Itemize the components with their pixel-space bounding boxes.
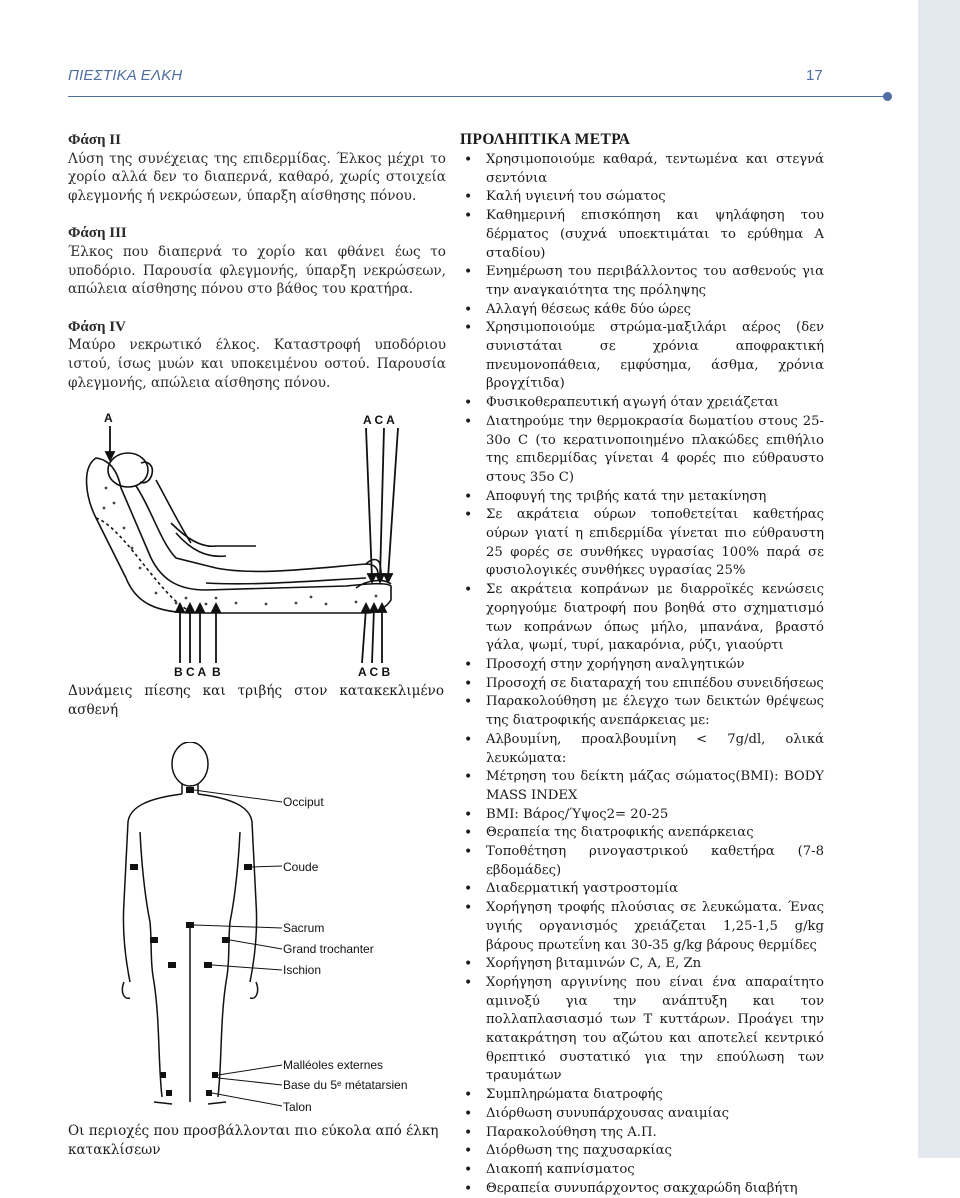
prevention-item: • Τοποθέτηση ρινογαστρικού καθετήρα (7-8 εβδομάδες) — [460, 843, 824, 880]
stage-description: Λύση της συνέχειας της επιδερμίδας. Έλκος μέχρι το χορίο αλλά δεν το διαπερνά, καθαρό, χωρίς στοιχεία φλεγμονής ή νεκρώσεων, ύπαρξη αίσθησης πόνου. — [68, 150, 446, 204]
prevention-item: • Θεραπεία συνυπάρχοντος σακχαρώδη διαβήτη — [460, 1180, 824, 1198]
prevention-item: • Θεραπεία της διατροφικής ανεπάρκειας — [460, 824, 824, 843]
prevention-item: • Χρησιμοποιούμε στρώμα-μαξιλάρι αέρος (δεν συνιστάται σε χρόνια αποφρακτική πνευμονοπάθεια, εμφύσημα, άσθμα, χρόνια βρογχίτιδα) — [460, 319, 824, 394]
prevention-item: • Διακοπή καπνίσματος — [460, 1161, 824, 1180]
prevention-item: • Προσοχή σε διαταραχή του επιπέδου συνειδήσεως — [460, 675, 824, 694]
prevention-list — [460, 151, 824, 1198]
prevention-item: • Αλβουμίνη, προαλβουμίνη < 7g/dl, ολικά λευκώματα: — [460, 731, 824, 768]
prevention-item: • Παρακολούθηση της Α.Π. — [460, 1124, 824, 1143]
prevention-item: • Διόρθωση της παχυσαρκίας — [460, 1142, 824, 1161]
header-rule — [68, 96, 887, 97]
force-labels-top-right: A C A — [363, 413, 395, 427]
stages-column — [68, 131, 446, 411]
prevention-item: • Χορήγηση αργινίνης που είναι ένα απαραίτητο αμινοξύ για την ανάπτυξη και τον πολλαπλασιασμό των Τ κυττάρων. Προάγει την κατακράτηση του αζώτου και αποτελεί κεντρικό θρεπτικό συστατικό για την επούλωση των τραυμάτων — [460, 974, 824, 1086]
stage-title: Φάση ΙV — [68, 318, 126, 335]
prevention-item: • Χορήγηση τροφής πλούσιας σε λευκώματα. Ένας υγιής οργανισμός χρειάζεται 1,25-1,5 g/kg βάρους πρωτεΐνη και 30-35 g/kg βάρους θερμίδες — [460, 899, 824, 955]
prevention-item: • Προσοχή στην χορήγηση αναλγητικών — [460, 656, 824, 675]
stage-description: Μαύρο νεκρωτικό έλκος. Καταστροφή υποδόριου ιστού, ίσως μυών και υποκειμένου οστού. Παρουσία φλεγμονής, απώλεια αίσθησης πόνου. — [68, 337, 446, 391]
prevention-item: • Αποφυγή της τριβής κατά την μετακίνηση — [460, 488, 824, 507]
prevention-item: • Καλή υγιεινή του σώματος — [460, 188, 824, 207]
prevention-column — [460, 131, 824, 1198]
stage-4 — [68, 318, 446, 392]
label-base-5e-metatarsien: Base du 5ᵉ métatarsien — [283, 1078, 408, 1092]
label-occiput: Occiput — [283, 795, 324, 809]
prevention-item: • Σε ακράτεια ούρων τοποθετείται καθετήρας ούρων γιατί η επιδερμίδα γίνεται πιο εύθραυστη 25 φορές σε συνθήκες υγρασίας 100% παρά σε φυσιολογικές συνθήκες υγρασίας 25% — [460, 506, 824, 581]
prevention-item: • Αλλαγή θέσεως κάθε δύο ώρες — [460, 301, 824, 320]
prevention-item: • Χορήγηση βιταμινών C, A, E, Zn — [460, 955, 824, 974]
stage-3 — [68, 224, 446, 298]
page-side-band — [918, 0, 960, 1158]
figure1-caption-line2: ασθενή — [68, 702, 119, 718]
stage-title: Φάση ΙΙΙ — [68, 225, 127, 242]
prevention-item: • Ενημέρωση του περιβάλλοντος του ασθενούς για την αναγκαιότητα της πρόληψης — [460, 263, 824, 300]
prevention-item: • ΒΜΙ: Βάρος/Ύψος2= 20-25 — [460, 806, 824, 825]
stage-2 — [68, 131, 446, 205]
prevention-item: • Σε ακράτεια κοπράνων με διαρροϊκές κενώσεις χορηγούμε διατροφή που βοηθά στο σχηματισμό των κοπράνων όπως μήλο, μπανάνα, βραστό γάλα, ψωμί, τυρί, μακαρόνια, ρύζι, γιαούρτι — [460, 581, 824, 656]
label-grand-trochanter: Grand trochanter — [283, 942, 374, 956]
running-title: ΠΙΕΣΤΙΚΑ ΕΛΚΗ — [68, 67, 183, 84]
reclined-patient-illustration — [66, 408, 440, 678]
force-labels-bottom-left: B C A — [174, 665, 207, 678]
label-ischion: Ischion — [283, 963, 322, 977]
prevention-item: • Διατηρούμε την θερμοκρασία δωματίου στους 25-30ο C (το κερατινοποιημένο πλακώδες επιθήλιο της επιδερμίδας γίνεται 4 φορές πιο εύθραυστο στους 35ο C) — [460, 413, 824, 488]
stage-description: Έλκος που διαπερνά το χορίο και φθάνει έως το υποδόριο. Παρουσία φλεγμονής, ύπαρξη νεκρώσεων, απώλεια αίσθησης πόνου στο βάθος του κρατήρα. — [68, 243, 446, 298]
prevention-item: • Διαδερματική γαστροστομία — [460, 880, 824, 899]
figure2-caption: Οι περιοχές που προσβάλλονται πιο εύκολα από έλκη κατακλίσεων — [68, 1123, 439, 1158]
force-label-bottom-mid: B — [212, 665, 221, 678]
prevention-item: • Φυσικοθεραπευτική αγωγή όταν χρειάζεται — [460, 394, 824, 413]
prevention-item: • Καθημερινή επισκόπηση και ψηλάφηση του δέρματος (συχνά υποεκτιμάται το ερύθημα Α σταδίου) — [460, 207, 824, 263]
force-label-top-left: A — [104, 411, 113, 425]
prevention-title: ΠΡΟΛΗΠΤΙΚΑ ΜΕΤΡΑ — [460, 131, 631, 148]
label-talon: Talon — [283, 1100, 312, 1114]
force-labels-bottom-right: A C B — [358, 665, 391, 678]
stage-title: Φάση ΙΙ — [68, 132, 121, 148]
prevention-item: • Χρησιμοποιούμε καθαρά, τεντωμένα και στεγνά σεντόνια — [460, 151, 824, 188]
figure1-caption-line1: Δυνάμεις πίεσης και τριβής στον κατακεκλιμένο — [68, 683, 444, 699]
header-dot — [883, 92, 892, 101]
prevention-item: • Διόρθωση συνυπάρχουσας αναιμίας — [460, 1105, 824, 1124]
label-coude: Coude — [283, 860, 319, 874]
page-number: 17 — [806, 67, 823, 84]
prevention-item: • Μέτρηση του δείκτη μάζας σώματος(ΒΜΙ): BODY MASS INDEX — [460, 768, 824, 805]
label-malleoles-externes: Malléoles externes — [283, 1058, 384, 1072]
prevention-item: • Συμπληρώματα διατροφής — [460, 1086, 824, 1105]
prevention-item: • Παρακολούθηση με έλεγχο των δεικτών θρέψεως της διατροφικής ανεπάρκειας με: — [460, 693, 824, 730]
label-sacrum: Sacrum — [283, 921, 325, 935]
